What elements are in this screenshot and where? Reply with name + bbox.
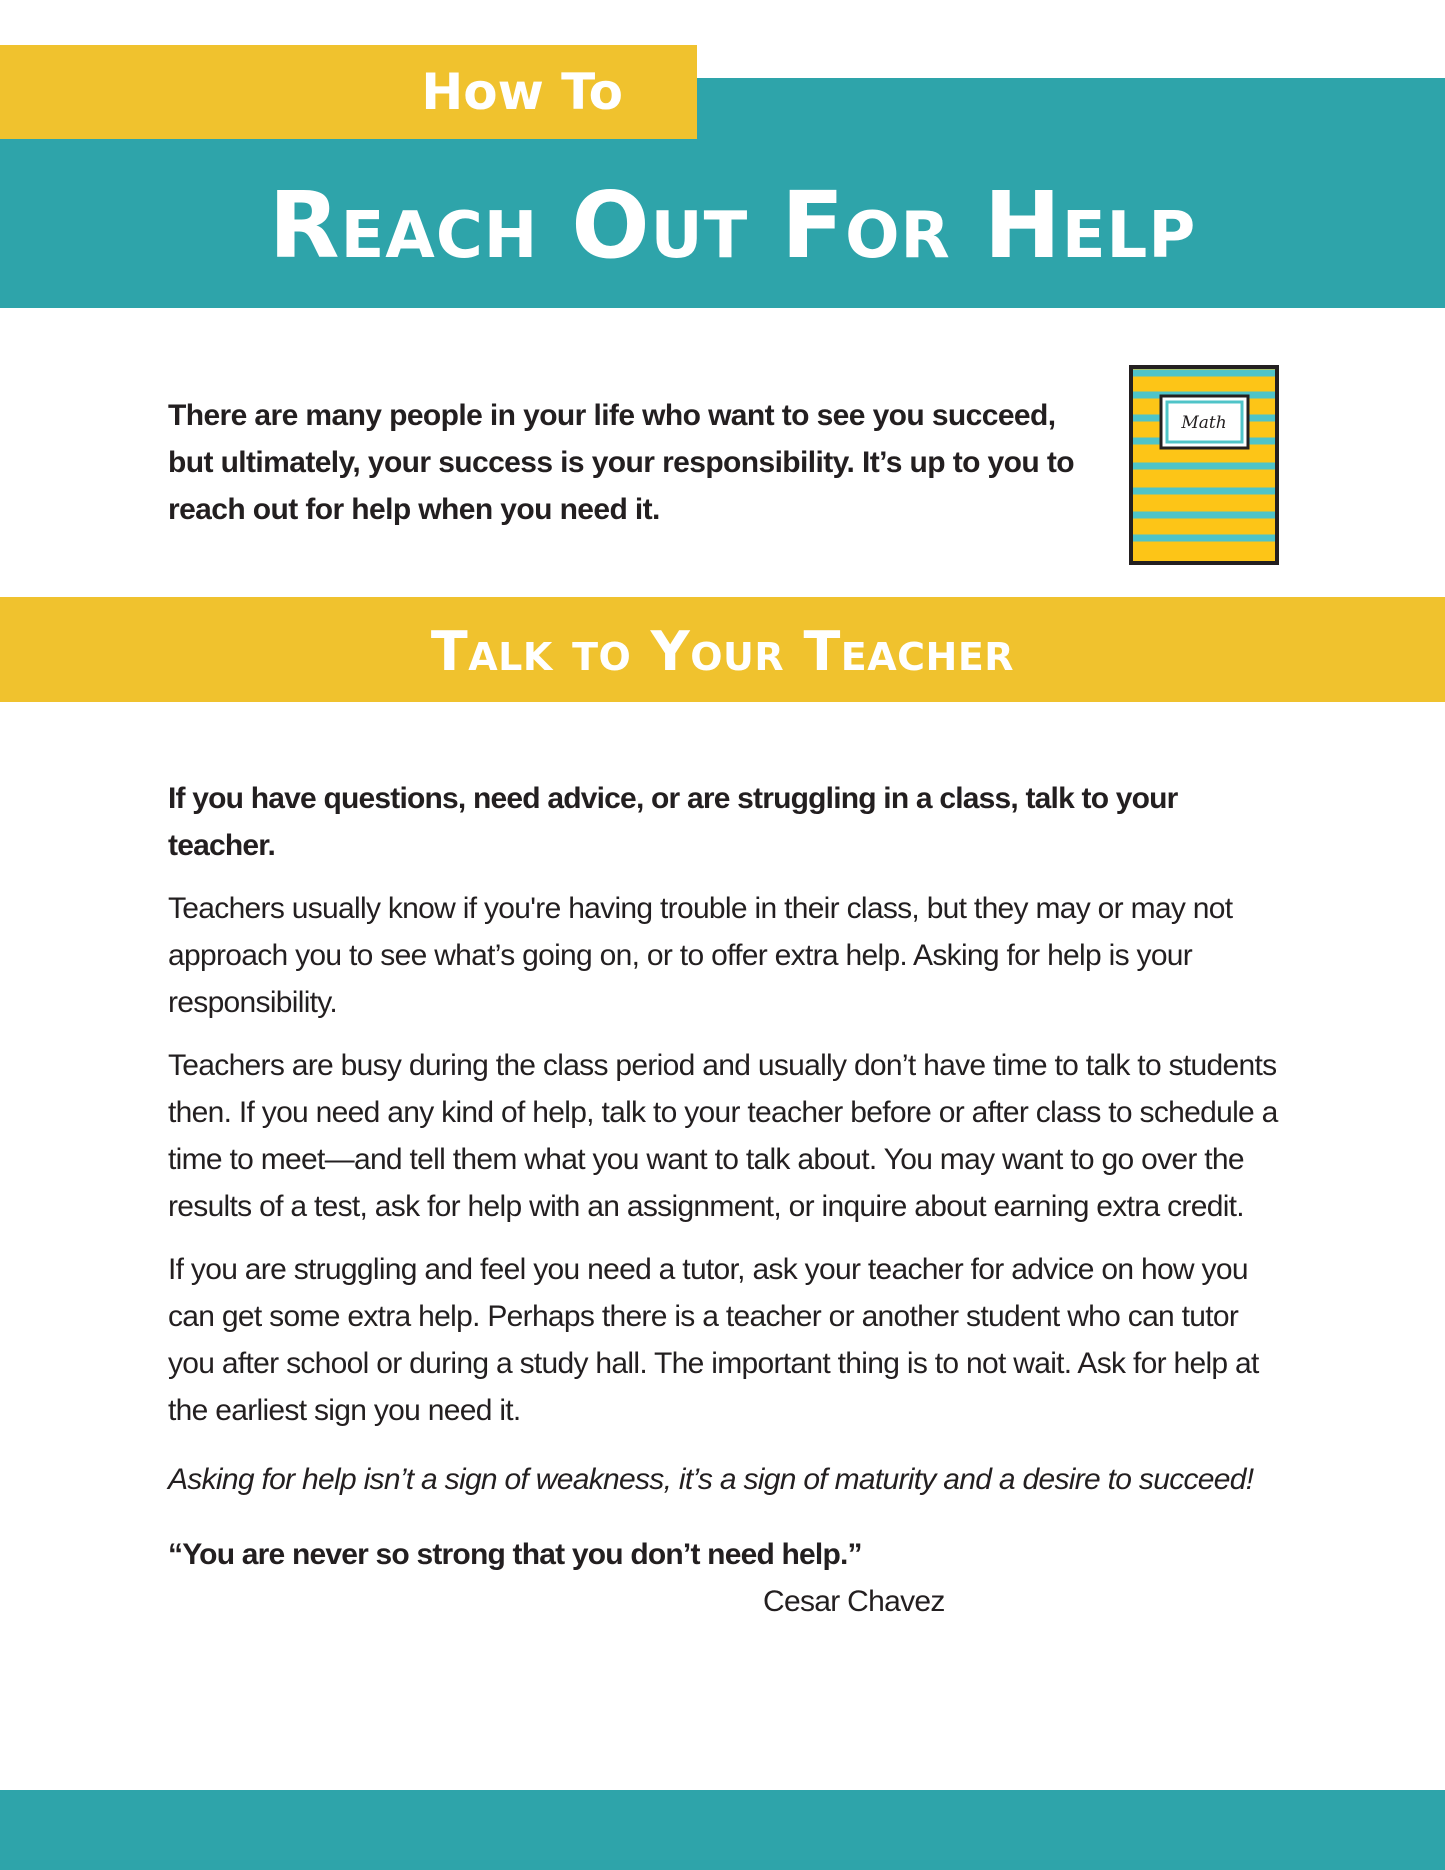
paragraph-3: If you are struggling and feel you need a tutor, ask your teacher for advice on how you can get some extra help. Perhaps there is a teacher or another student who can tutor you after school or during a study hall. The important thing is to not wait. Ask for help at the earliest sign you need it. [168,1253,1259,1427]
quote-text: “You are never so strong that you don’t need help.” [168,1538,862,1571]
notebook-label: Math [1181,413,1227,433]
closing-italic: Asking for help isn’t a sign of weakness, it’s a sign of maturity and a desire to succeed! [168,1463,1254,1496]
section-body [168,775,1288,1641]
footer-band [0,1790,1445,1870]
paragraph-1: Teachers usually know if you're having trouble in their class, but they may or may not approach you to see what’s going on, or to offer extra help. Asking for help is your responsibility. [168,892,1233,1019]
section-band [0,597,1445,702]
lead-paragraph: If you have questions, need advice, or are struggling in a class, talk to your teacher. [168,782,1178,862]
intro-text: There are many people in your life who want to see you succeed, but ultimately, your success is your responsibility. It’s up to you to reach out for help when you need it. [168,399,1074,526]
paragraph-2: Teachers are busy during the class period and usually don’t have time to talk to students then. If you need any kind of help, talk to your teacher before or after class to schedule a time to meet—and tell them what you want to talk about. You may want to go over the results of a test, ask for help with an assignment, or inquire about earning extra credit. [168,1049,1278,1223]
section-title: Talk to Your Teacher [430,619,1015,683]
quote-author: Cesar Chavez [763,1585,945,1618]
header-kicker: How To [421,63,623,121]
how-to-tab [0,45,697,139]
notebook-icon [1128,364,1280,566]
page-title: Reach Out For Help [268,172,1197,279]
